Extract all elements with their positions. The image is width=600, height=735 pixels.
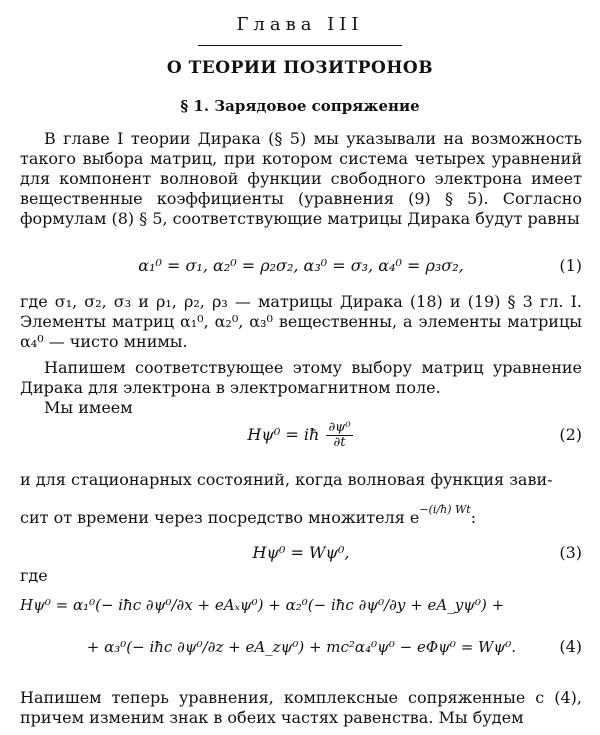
equation-4-line1	[20, 592, 582, 618]
equation-2	[20, 418, 582, 452]
paragraph-intro: В главе I теории Дирака (§ 5) мы указывали на возможность такого выбора матриц, при котором система четырех уравнений для компонент волновой функции свободного электрона имеет вещественные коэффициенты (уравнения (9) § 5). Согласно формулам (8) § 5, соответствующие матрицы Дирака будут равны	[20, 129, 582, 228]
heading-rule	[198, 45, 402, 46]
paragraph-matrices: где σ₁, σ₂, σ₃ и ρ₁, ρ₂, ρ₃ — матрицы Дирака (18) и (19) § 3 гл. I. Элементы матриц α₁⁰, α₂⁰, α₃⁰ вещественны, а элементы матрицы α₄⁰ — чисто мнимы.	[20, 292, 582, 351]
equation-2-number: (2)	[559, 425, 582, 444]
equation-4-line2	[20, 634, 582, 660]
equation-4-number: (4)	[559, 637, 582, 656]
stationary-text: сит от времени через посредство множителя e	[20, 508, 420, 527]
paragraph-dirac-equation: Напишем соответствующее этому выбору матриц уравнение Дирака для электрона в электромагнитном поле.	[20, 358, 582, 397]
equation-1-body: α₁⁰ = σ₁, α₂⁰ = ρ₂σ₂, α₃⁰ = σ₃, α₄⁰ = ρ₃σ₂,	[138, 256, 464, 275]
paragraph-stationary-line2	[20, 500, 582, 528]
chapter-title: О ТЕОРИИ ПОЗИТРОНОВ	[166, 58, 434, 78]
time-factor-exponent: −(i/ħ) Wt	[419, 503, 471, 516]
equation-2-body	[20, 418, 582, 452]
time-derivative-fraction	[326, 421, 352, 450]
chapter-heading: Глава III	[236, 14, 364, 35]
equation-3-body: Hψ⁰ = Wψ⁰,	[252, 543, 350, 562]
fraction-numerator: ∂ψ⁰	[328, 420, 351, 435]
paragraph-we-have: Мы имеем	[44, 398, 133, 417]
equation-1-number: (1)	[559, 256, 582, 275]
paragraph-conjugate: Напишем теперь уравнения, комплексные сопряженные с (4), причем изменим знак в обеих частях равенства. Мы будем	[20, 688, 582, 727]
equation-3	[20, 540, 582, 566]
word-where: где	[20, 566, 48, 585]
stationary-colon: :	[470, 508, 477, 527]
fraction-denominator: ∂t	[333, 435, 346, 450]
section-heading: § 1. Зарядовое сопряжение	[180, 97, 420, 115]
equation-1	[20, 253, 582, 279]
equation-4-line2-body: + α₃⁰(− iħc ∂ψ⁰/∂z + eA_zψ⁰) + mc²α₄⁰ψ⁰ − eΦψ⁰ = Wψ⁰.	[86, 638, 516, 656]
equation-2-lhs: Hψ⁰ = iħ	[247, 425, 320, 444]
equation-4-line1-body: Hψ⁰ = α₁⁰(− iħc ∂ψ⁰/∂x + eAₓψ⁰) + α₂⁰(− iħc ∂ψ⁰/∂y + eA_yψ⁰) +	[20, 596, 505, 614]
paragraph-stationary-line1: и для стационарных состояний, когда волновая функция зави-	[20, 470, 553, 489]
equation-3-number: (3)	[559, 543, 582, 562]
